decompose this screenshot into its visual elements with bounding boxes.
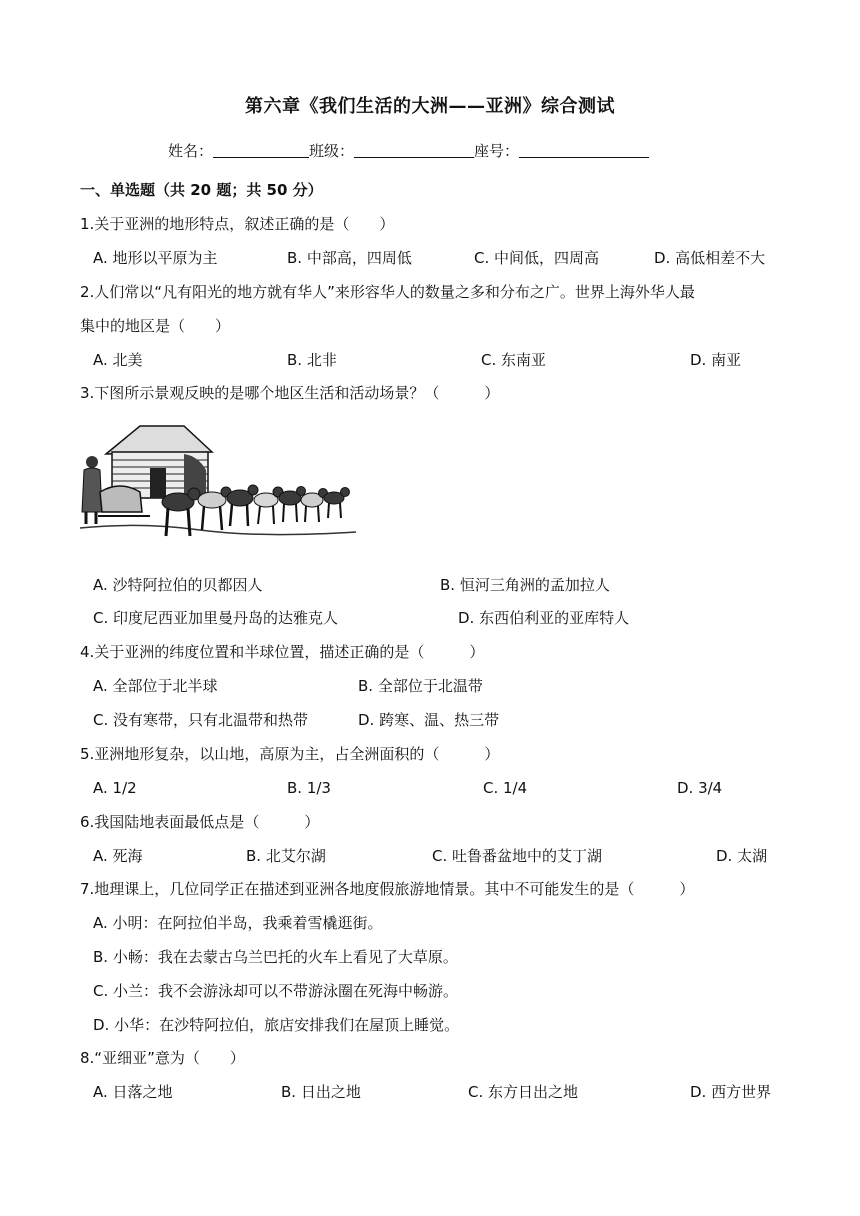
question-7-option-c[interactable]: C. 小兰：我不会游泳却可以不带游泳圈在死海中畅游。: [93, 982, 459, 1000]
name-label: 姓名：: [168, 142, 214, 160]
question-4-option-b[interactable]: B. 全部位于北温带: [358, 677, 483, 695]
question-2-option-a[interactable]: A. 北美: [93, 351, 143, 369]
question-8-option-c[interactable]: C. 东方日出之地: [468, 1083, 579, 1101]
class-blank[interactable]: [354, 142, 474, 158]
question-7-stem: 7.地理课上，几位同学正在描述到亚洲各地度假旅游地情景。其中不可能发生的是（ ）: [80, 880, 695, 898]
question-8-option-a[interactable]: A. 日落之地: [93, 1083, 173, 1101]
question-8-option-b[interactable]: B. 日出之地: [281, 1083, 361, 1101]
question-4-option-d[interactable]: D. 跨寒、温、热三带: [358, 711, 500, 729]
seat-label: 座号：: [474, 142, 520, 160]
question-8-option-d[interactable]: D. 西方世界: [690, 1083, 772, 1101]
question-7-option-b[interactable]: B. 小畅：我在去蒙古乌兰巴托的火车上看见了大草原。: [93, 948, 458, 966]
question-4-option-a[interactable]: A. 全部位于北半球: [93, 677, 218, 695]
dog-team: [162, 485, 350, 536]
question-6-stem: 6.我国陆地表面最低点是（ ）: [80, 813, 320, 831]
question-5-option-b[interactable]: B. 1/3: [287, 779, 331, 797]
question-8-stem: 8.“亚细亚”意为（ ）: [80, 1049, 245, 1067]
question-3-option-a[interactable]: A. 沙特阿拉伯的贝都因人: [93, 576, 263, 594]
question-3-option-b[interactable]: B. 恒河三角洲的孟加拉人: [440, 576, 610, 594]
question-5-option-d[interactable]: D. 3/4: [677, 779, 723, 797]
class-label: 班级：: [309, 142, 355, 160]
name-blank[interactable]: [213, 142, 309, 158]
question-1-option-b[interactable]: B. 中部高，四周低: [287, 249, 412, 267]
question-5-option-c[interactable]: C. 1/4: [483, 779, 528, 797]
question-7-option-d[interactable]: D. 小华：在沙特阿拉伯，旅店安排我们在屋顶上睡觉。: [93, 1016, 460, 1034]
question-6-option-c[interactable]: C. 吐鲁番盆地中的艾丁湖: [432, 847, 603, 865]
question-1-option-a[interactable]: A. 地形以平原为主: [93, 249, 218, 267]
question-5-option-a[interactable]: A. 1/2: [93, 779, 137, 797]
question-6-option-a[interactable]: A. 死海: [93, 847, 143, 865]
question-3-option-c[interactable]: C. 印度尼西亚加里曼丹岛的达雅克人: [93, 609, 339, 627]
question-2-option-d[interactable]: D. 南亚: [690, 351, 742, 369]
dog-sled-illustration: [80, 420, 356, 554]
question-2-option-b[interactable]: B. 北非: [287, 351, 337, 369]
question-4-option-c[interactable]: C. 没有寒带，只有北温带和热带: [93, 711, 309, 729]
question-3-option-d[interactable]: D. 东西伯利亚的亚库特人: [458, 609, 630, 627]
question-3-stem: 3.下图所示景观反映的是哪个地区生活和活动场景？（ ）: [80, 384, 500, 402]
question-5-stem: 5.亚洲地形复杂，以山地，高原为主，占全洲面积的（ ）: [80, 745, 500, 763]
seat-blank[interactable]: [519, 142, 649, 158]
question-2-stem-line2: 集中的地区是（ ）: [80, 317, 231, 335]
question-1-option-d[interactable]: D. 高低相差不大: [654, 249, 766, 267]
question-1-option-c[interactable]: C. 中间低，四周高: [474, 249, 600, 267]
question-1-stem: 1.关于亚洲的地形特点，叙述正确的是（ ）: [80, 215, 395, 233]
page-title: 第六章《我们生活的大洲——亚洲》综合测试: [245, 96, 615, 117]
person-figure: [82, 456, 102, 524]
section-heading: 一、单选题（共 20 题；共 50 分）: [80, 181, 323, 199]
question-7-option-a[interactable]: A. 小明：在阿拉伯半岛，我乘着雪橇逛街。: [93, 914, 383, 932]
question-2-option-c[interactable]: C. 东南亚: [481, 351, 547, 369]
question-4-stem: 4.关于亚洲的纬度位置和半球位置，描述正确的是（ ）: [80, 643, 485, 661]
question-2-stem-line1: 2.人们常以“凡有阳光的地方就有华人”来形容华人的数量之多和分布之广。世界上海外华人最: [80, 283, 695, 301]
student-info-line: [168, 140, 649, 161]
question-6-option-d[interactable]: D. 太湖: [716, 847, 768, 865]
question-6-option-b[interactable]: B. 北艾尔湖: [246, 847, 326, 865]
